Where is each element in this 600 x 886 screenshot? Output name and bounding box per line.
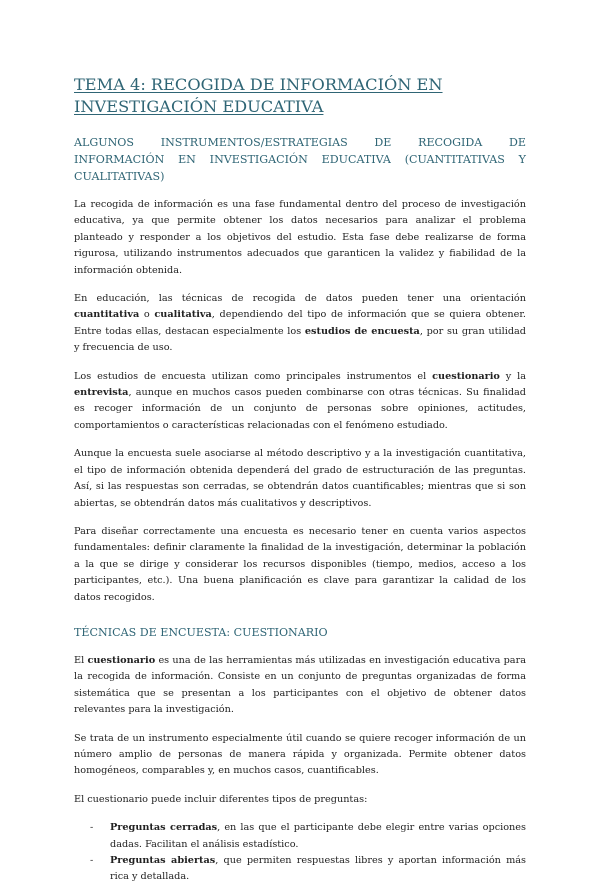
document-title: TEMA 4: RECOGIDA DE INFORMACIÓN EN INVESTIGACIÓN EDUCATIVA (74, 75, 443, 116)
list-item (90, 853, 526, 886)
bold-term: cualitativa (154, 309, 212, 321)
paragraph-techniques (74, 291, 526, 357)
text-span: El (74, 654, 88, 666)
paragraph-survey-method: Aunque la encuesta suele asociarse al método descriptivo y a la investigación cuantitativa, el tipo de información obtenida dependerá del grado de estructuración de las preguntas. Así, si las respuestas son cerradas, se obtendrán datos cuantificables; mientras que si son abiertas, se obtendrán datos más cualitativos y descriptivos. (74, 448, 526, 509)
text-span: es una de las herramientas más utilizadas en investigación educativa para la recogida de información. Consiste en un conjunto de preguntas organizadas de forma sistemática que se presentan a los participantes con el objetivo de obtener datos relevantes para la investigación. (74, 654, 526, 716)
subsection-title: TÉCNICAS DE ENCUESTA: CUESTIONARIO (74, 625, 328, 639)
dash-bullet: - (90, 855, 94, 866)
paragraph-survey-design: Para diseñar correctamente una encuesta es necesario tener en cuenta varios aspectos fundamentales: definir claramente la finalidad de la investigación, determinar la población a la que se dirige y considerar los recursos disponibles (tiempo, medios, acceso a los participantes, etc.). Una buena planificación es clave para garantizar la calidad de los datos recogidos. (74, 525, 526, 603)
bold-term: estudios de encuesta (304, 325, 420, 337)
text-span: En educación, las técnicas de recogida de datos pueden tener una orientación (74, 293, 526, 305)
text-span: o (139, 309, 155, 321)
text-span: Los estudios de encuesta utilizan como principales instrumentos el (74, 370, 433, 382)
paragraph-questionnaire (74, 653, 526, 719)
dash-bullet: - (90, 822, 94, 834)
bold-term: Preguntas cerradas (110, 822, 218, 834)
paragraph-question-types: El cuestionario puede incluir diferentes tipos de preguntas: (74, 793, 368, 805)
paragraph-survey-studies (74, 369, 526, 435)
section-title: ALGUNOS INSTRUMENTOS/ESTRATEGIAS DE RECOGIDA DE INFORMACIÓN EN INVESTIGACIÓN EDUCATIVA (CUANTITATIVAS Y CUALITATIVAS) (74, 136, 526, 183)
text-span: , aunque en muchos casos pueden combinarse con otras técnicas. Su finalidad es recoger información de un conjunto de personas sobre opiniones, actitudes, comportamientos o características relacionadas con el fenómeno estudiado. (74, 387, 526, 431)
text-span: , que permiten respuestas libres y aportan información más rica y detallada. (110, 855, 527, 883)
bold-term: entrevista (74, 387, 129, 399)
text-span: , dependiendo del tipo de información que se quiera obtener. Entre todas ellas, destacan especialmente los (74, 309, 526, 337)
paragraph-intro: La recogida de información es una fase fundamental dentro del proceso de investigación educativa, ya que permite obtener los datos necesarios para analizar el problema planteado y responder a los objetivos del estudio. Esta fase debe realizarse de forma rigurosa, utilizando instrumentos adecuados que garanticen la validez y fiabilidad de la información obtenida. (74, 199, 526, 276)
text-span: , en las que el participante debe elegir entre varias opciones dadas. Facilitan el análisis estadístico. (110, 822, 527, 850)
text-span: , por su gran utilidad y frecuencia de uso. (74, 325, 526, 354)
text-span: y la (499, 370, 527, 382)
bold-term: cuantitativa (74, 309, 140, 321)
bold-term: cuestionario (87, 654, 156, 666)
paragraph-instrument: Se trata de un instrumento especialmente útil cuando se quiere recoger información de un número amplio de personas de manera rápida y organizada. Permite obtener datos homogéneos, comparables y, en muchos casos, cuantificables. (74, 732, 526, 777)
bold-term: cuestionario (432, 370, 500, 382)
question-types-list (74, 820, 526, 886)
bold-term: Preguntas abiertas (110, 855, 216, 866)
list-item (90, 820, 526, 853)
